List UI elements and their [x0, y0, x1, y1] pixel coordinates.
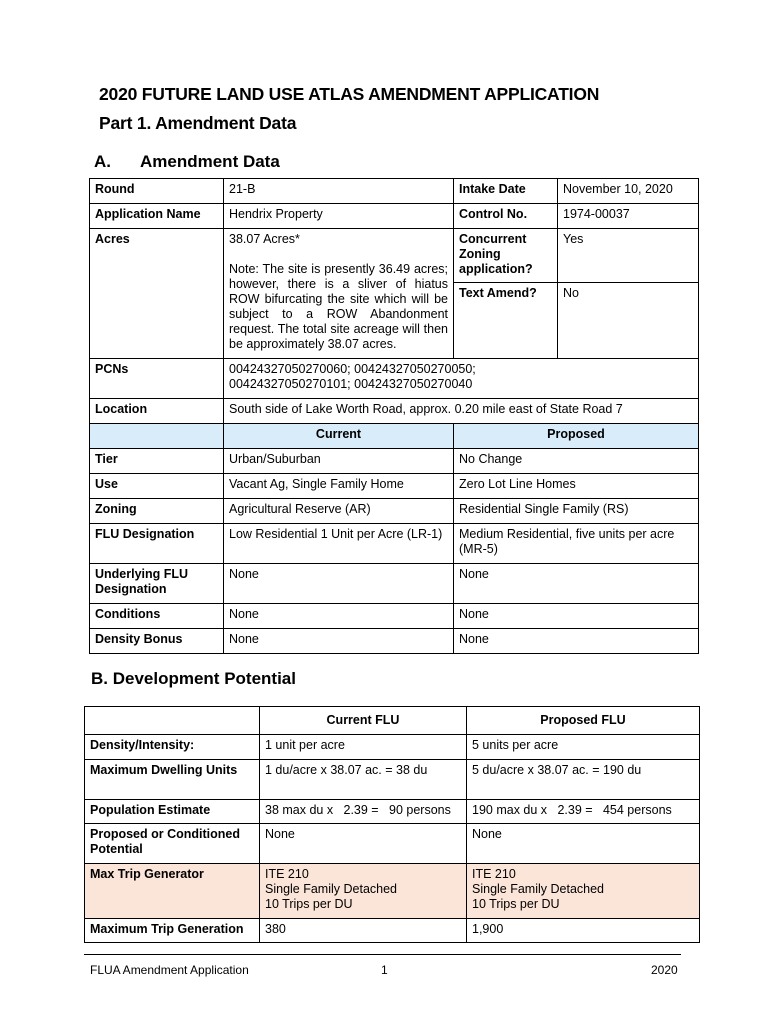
- acres-cell: [224, 229, 454, 359]
- textamend-value: No: [558, 283, 699, 359]
- acres-note: Note: The site is presently 36.49 acres; however, there is a sliver of hiatus ROW bifurcating the site which will be subject to a ROW Abandonment request. The total site acreage will then be approximately 38.07 acres.: [229, 262, 448, 351]
- pcns-value: 00424327050270060; 00424327050270050; 00424327050270101; 00424327050270040: [224, 359, 699, 399]
- location-value: South side of Lake Worth Road, approx. 0.20 mile east of State Road 7: [224, 399, 699, 424]
- location-label: Location: [90, 399, 224, 424]
- table-row: Proposed or Conditioned Potential None None: [85, 824, 700, 864]
- table-row: [90, 229, 699, 283]
- table-row: Conditions None None: [90, 604, 699, 629]
- table-row: [85, 919, 700, 943]
- max-trip-label: Maximum Trip Generation: [85, 919, 260, 943]
- pcns-label: PCNs: [90, 359, 224, 399]
- page-title: 2020 FUTURE LAND USE ATLAS AMENDMENT APPLICATION: [99, 84, 600, 104]
- table-row: Use Vacant Ag, Single Family Home Zero Lot Line Homes: [90, 474, 699, 499]
- round-value: 21-B: [224, 179, 454, 204]
- appname-label: Application Name: [90, 204, 224, 229]
- footer-divider: [84, 954, 681, 955]
- table-row: Underlying FLU Designation None None: [90, 564, 699, 604]
- section-a-heading: A. Amendment Data: [94, 152, 280, 171]
- section-b-heading: B. Development Potential: [91, 669, 296, 688]
- header-blank: [90, 424, 224, 449]
- appname-value: Hendrix Property: [224, 204, 454, 229]
- intake-label: Intake Date: [454, 179, 558, 204]
- concurrent-value: Yes: [558, 229, 699, 283]
- header-proposed: Proposed: [454, 424, 699, 449]
- header-current-flu: Current FLU: [260, 707, 467, 735]
- table-header-row: [85, 707, 700, 735]
- table-row: Tier Urban/Suburban No Change: [90, 449, 699, 474]
- max-trip-proposed: 1,900: [467, 919, 700, 943]
- table-row: Population Estimate 38 max du x 2.39 = 90 persons 190 max du x 2.39 = 454 persons: [85, 800, 700, 824]
- acres-label: Acres: [90, 229, 224, 359]
- table-row: [85, 864, 700, 919]
- trip-generator-current: ITE 210 Single Family Detached 10 Trips per DU: [260, 864, 467, 919]
- page-subtitle: Part 1. Amendment Data: [99, 113, 297, 133]
- trip-generator-proposed: ITE 210 Single Family Detached 10 Trips per DU: [467, 864, 700, 919]
- trip-generator-label: Max Trip Generator: [85, 864, 260, 919]
- table-row: Density/Intensity: 1 unit per acre 5 units per acre: [85, 735, 700, 760]
- acres-value: 38.07 Acres*: [229, 232, 300, 246]
- control-label: Control No.: [454, 204, 558, 229]
- table-row: [90, 179, 699, 204]
- table-row: [90, 399, 699, 424]
- textamend-label: Text Amend?: [454, 283, 558, 359]
- table-row: FLU Designation Low Residential 1 Unit per Acre (LR-1) Medium Residential, five units per acre (MR-5): [90, 524, 699, 564]
- intake-value: November 10, 2020: [558, 179, 699, 204]
- table-row: [90, 204, 699, 229]
- table-row: Maximum Dwelling Units 1 du/acre x 38.07 ac. = 38 du 5 du/acre x 38.07 ac. = 190 du: [85, 760, 700, 800]
- footer-right: 2020: [651, 963, 678, 977]
- table-row: Density Bonus None None: [90, 629, 699, 654]
- table-row: Zoning Agricultural Reserve (AR) Residential Single Family (RS): [90, 499, 699, 524]
- page-number: 1: [381, 963, 388, 977]
- development-potential-table: [84, 706, 700, 943]
- control-value: 1974-00037: [558, 204, 699, 229]
- max-trip-current: 380: [260, 919, 467, 943]
- header-current: Current: [224, 424, 454, 449]
- amendment-data-table: [89, 178, 699, 654]
- table-row: [90, 359, 699, 399]
- concurrent-label: Concurrent Zoning application?: [454, 229, 558, 283]
- footer-left: FLUA Amendment Application: [90, 963, 249, 977]
- round-label: Round: [90, 179, 224, 204]
- table-header-row: [90, 424, 699, 449]
- header-proposed-flu: Proposed FLU: [467, 707, 700, 735]
